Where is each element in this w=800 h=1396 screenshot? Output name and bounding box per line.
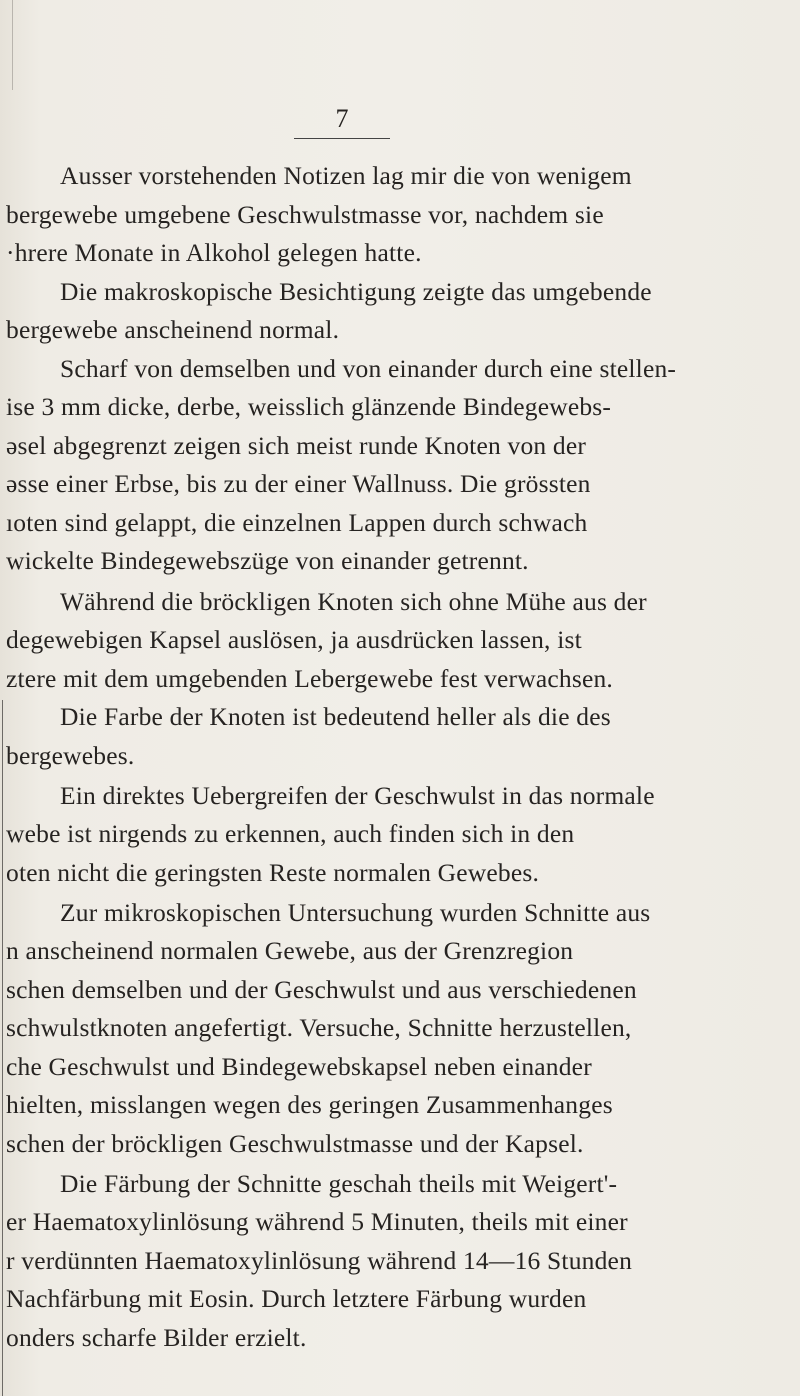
text-line: degewebigen Kapsel auslösen, ja ausdrücken lassen, ist xyxy=(6,625,582,654)
text-line: schen der bröckligen Geschwulstmasse und der Kapsel. xyxy=(6,1129,584,1158)
text-line: Die Färbung der Schnitte geschah theils mit Weigert'- xyxy=(60,1169,618,1198)
text-line: oten nicht die geringsten Reste normalen Gewebes. xyxy=(6,858,540,887)
text-line: ·hrere Monate in Alkohol gelegen hatte. xyxy=(6,238,422,267)
text-line: n anscheinend normalen Gewebe, aus der Grenzregion xyxy=(6,936,574,965)
text-line: Zur mikroskopischen Untersuchung wurden Schnitte aus xyxy=(60,898,651,927)
text-line: bergewebe umgebene Geschwulstmasse vor, nachdem sie xyxy=(6,200,604,229)
text-line: schwulstknoten angefertigt. Versuche, Schnitte herzustellen, xyxy=(6,1013,632,1042)
text-line: ıoten sind gelappt, die einzelnen Lappen durch schwach xyxy=(6,508,588,537)
text-line: Ausser vorstehenden Notizen lag mir die von wenigem xyxy=(60,161,632,190)
page-edge-shadow xyxy=(12,0,13,90)
text-line: Scharf von demselben und von einander durch eine stellen- xyxy=(60,354,677,383)
text-line: əsse einer Erbse, bis zu der einer Wallnuss. Die grössten xyxy=(6,469,591,498)
text-line: schen demselben und der Geschwulst und aus verschiedenen xyxy=(6,975,637,1004)
gutter-edge-line xyxy=(2,700,3,1396)
text-line: Die makroskopische Besichtigung zeigte das umgebende xyxy=(60,277,652,306)
text-line: webe ist nirgends zu erkennen, auch finden sich in den xyxy=(6,819,575,848)
text-line: ise 3 mm dicke, derbe, weisslich glänzende Bindegewebs- xyxy=(6,392,612,421)
text-line: bergewebe anscheinend normal. xyxy=(6,315,340,344)
text-line: Nachfärbung mit Eosin. Durch letztere Färbung wurden xyxy=(6,1284,587,1313)
text-line: Während die bröckligen Knoten sich ohne Mühe aus der xyxy=(60,587,647,616)
text-line: onders scharfe Bilder erzielt. xyxy=(6,1323,307,1352)
text-line: wickelte Bindegewebszüge von einander getrennt. xyxy=(6,546,529,575)
text-line: ztere mit dem umgebenden Lebergewebe fest verwachsen. xyxy=(6,664,613,693)
text-line: Die Farbe der Knoten ist bedeutend heller als die des xyxy=(60,702,611,731)
text-line: bergewebes. xyxy=(6,741,135,770)
page-number: 7 xyxy=(335,104,349,133)
text-line: r verdünnten Haematoxylinlösung während 14—16 Stunden xyxy=(6,1246,633,1275)
text-line: che Geschwulst und Bindegewebskapsel neben einander xyxy=(6,1052,592,1081)
page-number-rule xyxy=(294,138,390,139)
text-line: Ein direktes Uebergreifen der Geschwulst in das normale xyxy=(60,781,655,810)
text-line: hielten, misslangen wegen des geringen Zusammenhanges xyxy=(6,1090,613,1119)
text-line: er Haematoxylinlösung während 5 Minuten, theils mit einer xyxy=(6,1207,628,1236)
text-line: əsel abgegrenzt zeigen sich meist runde Knoten von der xyxy=(6,431,587,460)
